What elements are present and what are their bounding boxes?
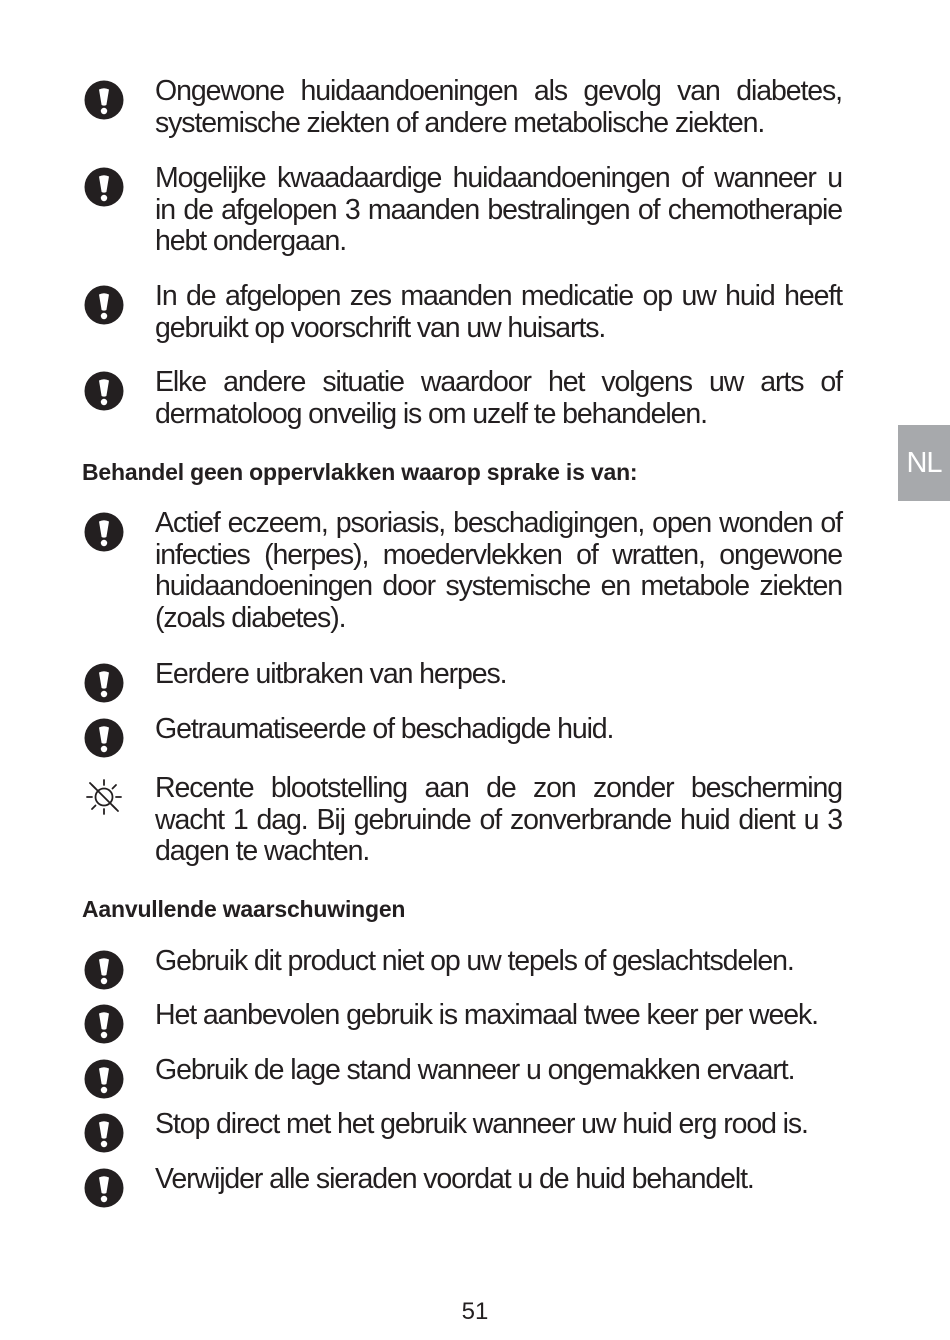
list-item: [82, 367, 842, 430]
exclamation-circle-icon: [84, 1059, 124, 1099]
list-item: [82, 1109, 842, 1141]
list-item: [82, 946, 842, 978]
no-sun-icon: [84, 777, 124, 817]
exclamation-circle-icon: [84, 512, 124, 552]
item-text: Mogelijke kwaadaardige huidaandoeningen of wanneer u in de afgelopen 3 maanden bestralingen of chemotherapie hebt ondergaan.: [155, 162, 842, 257]
item-text: Verwijder alle sieraden voordat u de huid behandelt.: [155, 1163, 754, 1195]
item-text: Getraumatiseerde of beschadigde huid.: [155, 713, 614, 745]
list-item: [82, 508, 842, 634]
list-item: [82, 281, 842, 344]
item-text: Ongewone huidaandoeningen als gevolg van diabetes, systemische ziekten of andere metabolische ziekten.: [155, 75, 842, 139]
item-text: Het aanbevolen gebruik is maximaal twee keer per week.: [155, 999, 818, 1031]
item-text: Elke andere situatie waardoor het volgens uw arts of dermatoloog onveilig is om uzelf te behandelen.: [155, 366, 842, 430]
exclamation-circle-icon: [84, 1168, 124, 1208]
exclamation-circle-icon: [84, 80, 124, 120]
exclamation-circle-icon: [84, 1004, 124, 1044]
item-text: Stop direct met het gebruik wanneer uw huid erg rood is.: [155, 1108, 808, 1140]
section-heading-surfaces: Behandel geen oppervlakken waarop sprake is van:: [82, 459, 638, 485]
item-text: Actief eczeem, psoriasis, beschadigingen, open wonden of infecties (herpes), moedervlekken of wratten, ongewone huidaandoeningen door systemische en metabole ziekten (zoals diabetes).: [155, 507, 842, 634]
exclamation-circle-icon: [84, 1113, 124, 1153]
list-item: [82, 1055, 842, 1087]
list-item: [82, 659, 842, 691]
item-text: Eerdere uitbraken van herpes.: [155, 658, 507, 690]
language-tab-label: NL: [906, 446, 942, 479]
list-item: [82, 1164, 842, 1196]
exclamation-circle-icon: [84, 167, 124, 207]
exclamation-circle-icon: [84, 663, 124, 703]
language-tab: [898, 425, 950, 501]
section-heading-warnings: Aanvullende waarschuwingen: [82, 896, 406, 922]
item-text: Recente blootstelling aan de zon zonder bescherming wacht 1 dag. Bij gebruinde of zonverbrande huid dient u 3 dagen te wachten.: [155, 772, 842, 867]
list-item: [82, 773, 842, 868]
list-item: [82, 714, 842, 746]
item-text: In de afgelopen zes maanden medicatie op uw huid heeft gebruikt op voorschrift van uw huisarts.: [155, 280, 842, 344]
exclamation-circle-icon: [84, 718, 124, 758]
list-item: [82, 76, 842, 139]
list-item: [82, 163, 842, 258]
exclamation-circle-icon: [84, 950, 124, 990]
exclamation-circle-icon: [84, 285, 124, 325]
list-item: [82, 1000, 842, 1032]
item-text: Gebruik dit product niet op uw tepels of geslachtsdelen.: [155, 945, 794, 977]
exclamation-circle-icon: [84, 371, 124, 411]
item-text: Gebruik de lage stand wanneer u ongemakken ervaart.: [155, 1054, 795, 1086]
page-number: 51: [461, 1298, 489, 1325]
